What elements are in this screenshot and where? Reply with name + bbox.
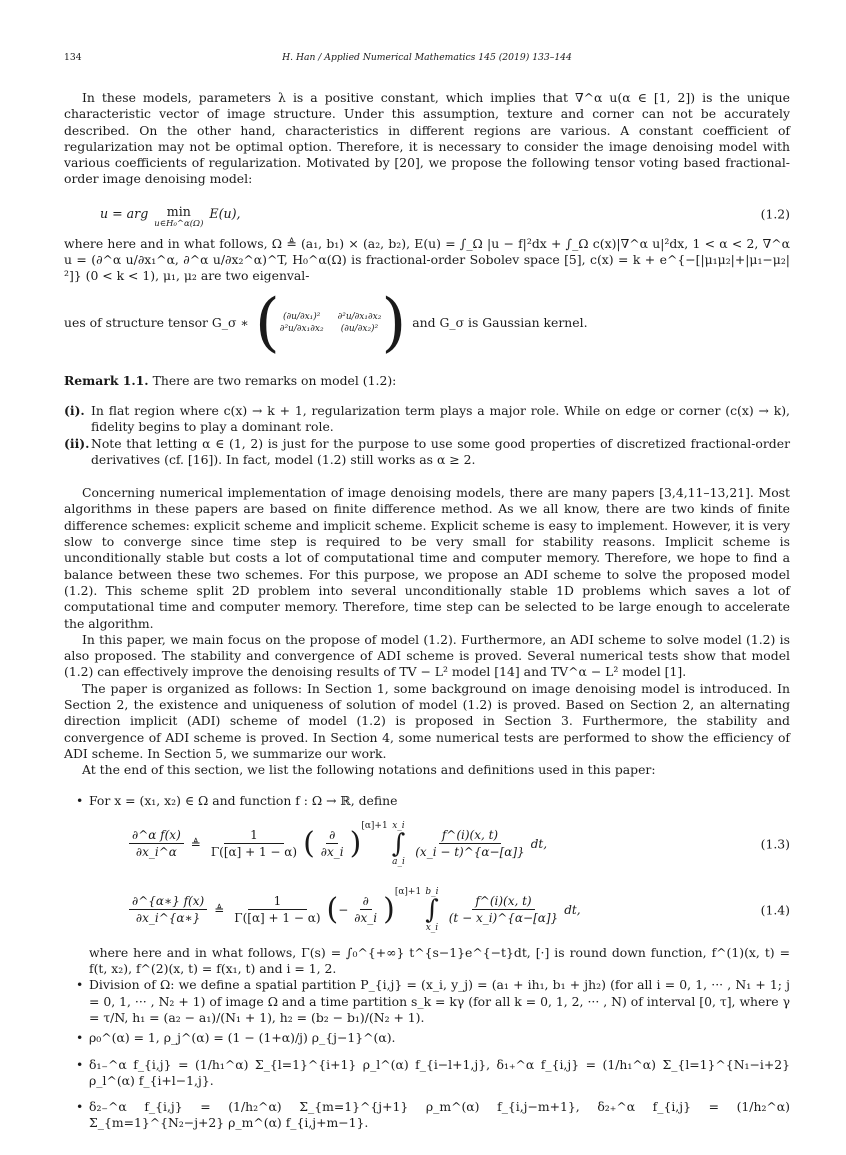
notation-bullet: [64, 1030, 790, 1046]
eq-1-4-deriv-numerator: ∂: [360, 894, 372, 910]
structure-tensor-text: ues of structure tensor G_σ ∗: [64, 315, 249, 331]
structure-tensor-line: [64, 285, 790, 361]
eq-1-3-deriv-denominator: ∂x_i: [320, 845, 344, 860]
eq-1-2-lhs: u = arg: [100, 206, 149, 222]
eq-1-3-deriv-numerator: ∂: [326, 828, 338, 844]
eq-1-4-coef-denominator: Γ([α] + 1 − α): [234, 911, 321, 926]
remark-title: Remark 1.1.: [64, 372, 149, 388]
eq-1-3-coefficient: [208, 828, 300, 859]
eq-1-3-integrand-numerator: f^(i)(x, t): [439, 828, 501, 844]
intro-paragraph: In these models, parameters λ is a positive constant, which implies that ∇^α u(α ∈ [1, 2]) is the unique characteristic vector of image structure. Under this assumption, texture and corner can not be accurately described. On the other hand, characteristics in different regions are various. A constant coefficient of regularization may not be optimal option. Therefore, it is necessary to consider the image denoising model with various coefficients of regularization. Motivated by [20], we propose the following tensor voting based fractional-order image denoising model:: [64, 90, 790, 187]
eq-1-3-lhs-numerator: ∂^α f(x): [129, 828, 184, 844]
remark-item-text: In flat region where c(x) → k + 1, regularization term plays a major role. While on edge or corner (c(x) → k), fidelity begins to play a dominant role.: [91, 402, 790, 435]
eq-1-4-int-lower: x_i: [425, 922, 439, 933]
structure-tensor-matrix: ( (∂u/∂x₁)² ∂²u/∂x₁∂x₂ ∂²u/∂x₁∂x₂ (∂u/∂x₂)² ): [254, 285, 407, 360]
bullet-text: δ₂₋^α f_{i,j} = (1/h₂^α) Σ_{m=1}^{j+1} ρ_m^(α) f_{i,j−m+1}, δ₂₊^α f_{i,j} = (1/h₂^α) Σ_{m=1}^{N₂−j+2} ρ_m^(α) f_{i,j+m−1}.: [89, 1099, 790, 1131]
eq-1-3-int-lower: a_i: [392, 856, 405, 867]
bullet-dot: •: [76, 1099, 84, 1115]
bullet-dot: •: [76, 1030, 84, 1046]
eq-1-2-rhs: E(u),: [209, 206, 241, 222]
bullet-text: ρ₀^(α) = 1, ρ_j^(α) = (1 − (1+α)/j) ρ_{j−1}^(α).: [89, 1030, 396, 1046]
bullet-dot: •: [76, 792, 84, 808]
remark-item: [64, 403, 790, 436]
eq-1-4-integrand-numerator: f^(i)(x, t): [472, 894, 534, 910]
remark-item-label: (ii).: [64, 435, 90, 451]
notation-bullet: [64, 1099, 790, 1132]
eq-1-2-min: min: [166, 203, 191, 219]
remark-item-label: (i).: [64, 402, 85, 418]
equation-number-1-3: (1.3): [760, 836, 790, 852]
bullet-text: δ₁₋^α f_{i,j} = (1/h₁^α) Σ_{l=1}^{i+1} ρ_l^(α) f_{i−l+1,j}, δ₁₊^α f_{i,j} = (1/h₁^α) Σ_{l=1}^{N₁−i+2} ρ_l^(α) f_{i+l−1,j}.: [89, 1056, 790, 1088]
eq-1-3-coef-numerator: 1: [224, 828, 284, 844]
eq-1-4-derivative: [351, 894, 380, 925]
eq-1-3-integrand-denominator: (x_i − t)^{α−[α]}: [415, 845, 525, 860]
model-definition-paragraph: where here and in what follows, Ω ≜ (a₁, b₁) × (a₂, b₂), E(u) = ∫_Ω |u − f|²dx + ∫_Ω c(x)|∇^α u|²dx, 1 < α < 2, ∇^α u = (∂^α u/∂x₁^α, ∂^α u/∂x₂^α)^T, H₀^α(Ω) is fractional-order Sobolev space [5], c(x) = k + e^{−[|μ₁μ₂|+|μ₁−μ₂|²]} (0 < k < 1), μ₁, μ₂ are two eigenval-: [64, 235, 790, 284]
notation-intro-paragraph: At the end of this section, we list the following notations and definitions used in this paper:: [82, 762, 656, 778]
bullet-text: Division of Ω: we define a spatial partition P_{i,j} = (x_i, y_j) = (a₁ + ih₁, b₁ + jh₂) (for all i = 0, 1, ··· , N₁ + 1; j = 0, 1, ··· , N₂ + 1) of image Ω and a time partition s_k = kγ (for all k = 0, 1, 2, ··· , N) of interval [0, τ], where γ = τ/N, h₁ = (a₂ − a₁)/(N₁ + 1), h₂ = (b₂ − b₁)/(N₂ + 1).: [89, 977, 790, 1025]
matrix-cell: (∂u/∂x₁)²: [282, 311, 321, 322]
eq-1-2-min-operator: [154, 199, 203, 229]
eq-1-4-int-upper: b_i: [425, 886, 439, 897]
equation-1-2: [64, 198, 790, 230]
paper-focus-paragraph: In this paper, we main focus on the propose of model (1.2). Furthermore, an ADI scheme to solve model (1.2) is also proposed. The stability and convergence of ADI scheme is proved. Several numerical tests show that model (1.2) can effectively improve the denoising results of TV − L² model [14] and TV^α − L² model [1].: [64, 631, 790, 680]
eq-1-3-integrand: [412, 828, 527, 859]
running-head: [64, 52, 790, 68]
eq-1-4-lhs-denominator: ∂x_i^{α∗}: [135, 911, 201, 926]
equation-1-3: $\frac{\text{∂\textasciicircum{}α f(x)}}{\partial x\_i\^{}\alpha}$ ≜ $\frac{1}{\Gamma([\alpha] + 1 - \alpha)}$ ( $\frac{\partial}{\partial x\_i}$ ) [α]+1 x_i ∫ a_i $\frac{f\^{}(i)(x, t)}{(x\_i - t)\^{}\{\alpha-[\alpha]\}}$ dt, (1.3): [64, 813, 790, 875]
equation-number-1-2: (1.2): [760, 206, 790, 222]
bullet-dot: •: [76, 1056, 84, 1072]
matrix-cell: ∂²u/∂x₁∂x₂: [337, 311, 382, 322]
eq-1-4-tail: dt,: [564, 902, 581, 917]
remark-intro: There are two remarks on model (1.2):: [152, 372, 397, 388]
eq-1-3-int-upper: x_i: [392, 820, 405, 831]
remark-item-text: Note that letting α ∈ (1, 2) is just for the purpose to use some good properties of discretized fractional-order derivatives (cf. [16]). In fact, model (1.2) still works as α ≥ 2.: [91, 435, 790, 467]
eq-1-4-lhs: [129, 894, 207, 925]
eq-1-4-integrand: [446, 894, 561, 925]
bullet-dot: •: [76, 977, 84, 993]
gamma-definition-text: where here and in what follows, Γ(s) = ∫₀^{+∞} t^{s−1}e^{−t}dt, [·] is round down function, f^(1)(x, t) = f(t, x₂), f^(2)(x, t) = f(x₁, t) and i = 1, 2.: [89, 944, 790, 977]
matrix-cell: ∂²u/∂x₁∂x₂: [279, 323, 324, 334]
remark-heading: [64, 373, 790, 389]
eq-1-3-integral: x_i ∫ a_i: [391, 820, 406, 867]
eq-1-4-power: [α]+1: [394, 886, 422, 897]
numerical-implementation-paragraph: Concerning numerical implementation of image denoising models, there are many papers [3,4,11–13,21]. Most algorithms in these papers are based on finite difference method. As we all know, there are two kinds of finite difference schemes: explicit scheme and implicit scheme. Explicit scheme is easy to implement. However, it is very slow to converge since time step is required to be very small for stability reasons. Implicit scheme is unconditionally stable but costs a lot of computational time and computer memory. Therefore, we hope to find a balance between these two schemes. For this purpose, we propose an ADI scheme to solve the proposed model (1.2). This scheme split 2D problem into several unconditionally stable 1D problems which saves a lot of computational time and computer memory. Therefore, time step can be selected to be large enough to accelerate the algorithm.: [64, 485, 790, 631]
bullet-text: For x = (x₁, x₂) ∈ Ω and function f : Ω → ℝ, define: [89, 792, 398, 808]
paper-page: [64, 52, 790, 1132]
equation-number-1-4: (1.4): [760, 902, 790, 918]
eq-1-4-deriv-denominator: ∂x_i: [354, 911, 378, 926]
notation-bullet: [64, 977, 790, 1026]
eq-1-3-power: [α]+1: [361, 820, 388, 831]
journal-reference: H. Han / Applied Numerical Mathematics 145 (2019) 133–144: [282, 52, 572, 63]
eq-1-3-tail: dt,: [530, 836, 548, 851]
eq-1-4-integral: b_i ∫ x_i: [425, 886, 439, 933]
eq-1-4-relation: ≜: [214, 902, 225, 917]
notation-bullet: [64, 1057, 790, 1090]
eq-1-3-derivative: [318, 828, 347, 859]
page-number: 134: [64, 52, 82, 63]
organization-paragraph: The paper is organized as follows: In Section 1, some background on image denoising model is introduced. In Section 2, the existence and uniqueness of solution of model (1.2) is proved. Based on Section 2, an alternating direction implicit (ADI) scheme of model (1.2) is proposed in Section 3. Furthermore, the stability and convergence of ADI scheme is proved. In Section 4, some numerical tests are performed to show the efficiency of ADI scheme. In Section 5, we summarize our work.: [64, 680, 790, 761]
eq-1-4-lhs-numerator: ∂^{α∗} f(x): [129, 894, 207, 910]
eq-1-4-integrand-denominator: (t − x_i)^{α−[α]}: [448, 911, 559, 926]
matrix-cell: (∂u/∂x₂)²: [340, 323, 379, 334]
eq-1-3-lhs-denominator: ∂x_i^α: [135, 845, 177, 860]
notation-bullet: [64, 793, 790, 809]
eq-1-2-min-subscript: u∈H₀^α(Ω): [154, 218, 204, 229]
gaussian-kernel-text: and G_σ is Gaussian kernel.: [412, 315, 588, 331]
eq-1-4-coef-numerator: 1: [248, 894, 308, 910]
eq-1-3-coef-denominator: Γ([α] + 1 − α): [210, 845, 298, 860]
eq-1-3-lhs: [129, 828, 184, 859]
remark-item: [64, 436, 790, 469]
equation-1-4: $\frac{\partial\^{}\{\alpha∗\} f(x)}{\partial x\_i\^{}\{\alpha∗\}}$ ≜ $\frac{1}{\Gamma([\alpha] + 1 - \alpha)}$ ( − $\frac{\partial}{\partial x\_i}$ ) [α]+1 b_i ∫ x_i $\frac{f\^{}(i)(x, t)}{(t - x\_i)\^{}\{\alpha-[\alpha]\}}$ dt, (1.4): [64, 879, 790, 941]
eq-1-4-minus: −: [338, 902, 349, 917]
eq-1-4-coefficient: [231, 894, 323, 925]
eq-1-3-relation: ≜: [190, 836, 201, 851]
